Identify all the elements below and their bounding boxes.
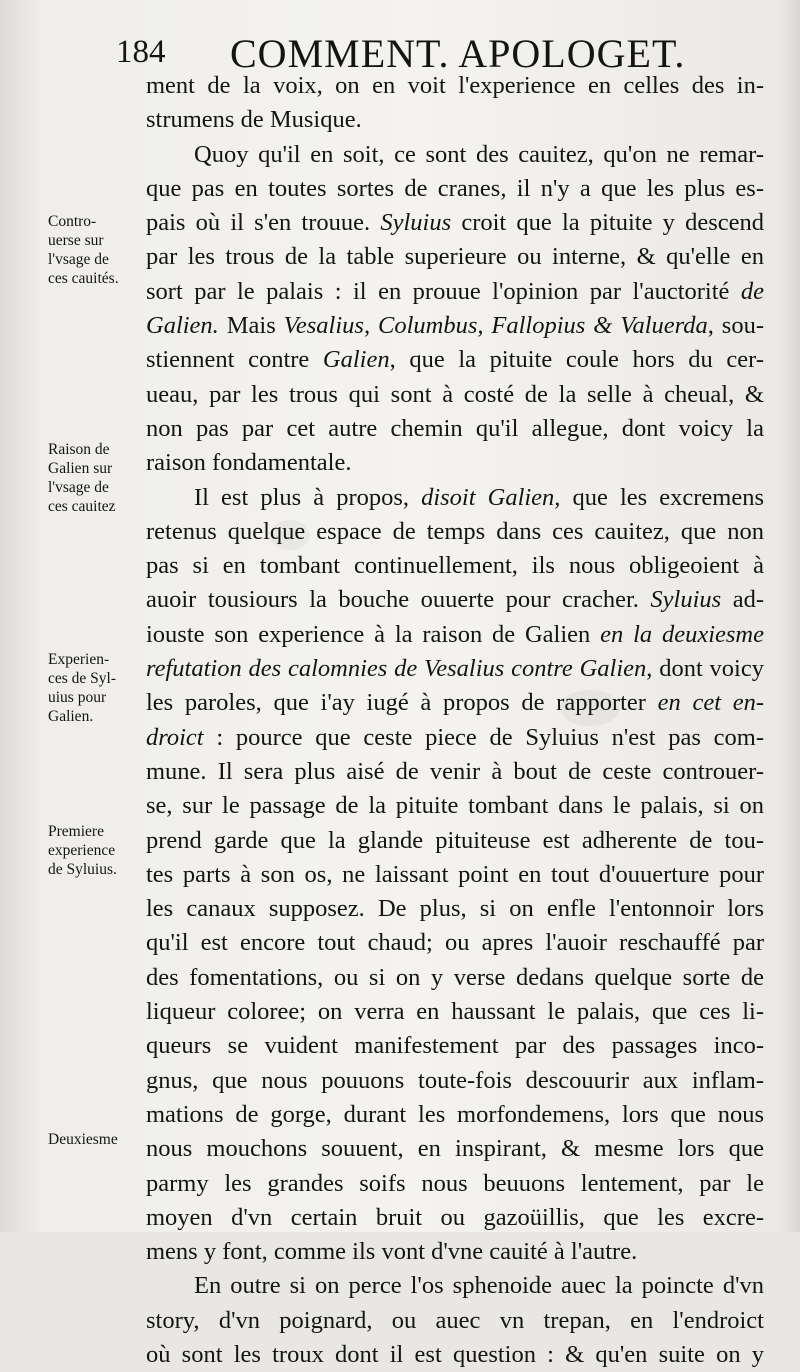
text-line <box>146 892 764 926</box>
text-segment: Galien. <box>146 312 219 340</box>
text-segment: stiennent contre <box>146 346 323 374</box>
text-line <box>146 275 764 309</box>
text-line <box>146 789 764 823</box>
text-line <box>146 481 764 515</box>
text-segment: : pource que ceste piece de Syluius n'est pas com- <box>203 723 764 751</box>
text-segment: raison fondamentale. <box>146 449 352 477</box>
margin-note-experiences: Experien- ces de Syl- uius pour Galien. <box>48 651 117 725</box>
text-segment: mations de gorge, durant les morfondemens, lors que nous <box>146 1100 764 1128</box>
text-segment: queurs se vuident manifestement par des passages inco- <box>146 1032 764 1060</box>
text-segment: gnus, que nous pouuons toute-fois descouurir aux inflam- <box>146 1066 764 1094</box>
text-segment: sort par le palais : il en prouue l'opinion par l'auctorité <box>146 277 741 305</box>
text-line <box>146 583 764 617</box>
text-line <box>146 858 764 892</box>
text-line <box>146 69 764 103</box>
text-line <box>146 961 764 995</box>
text-line <box>146 824 764 858</box>
text-segment: moyen d'vn certain bruit ou gazoüillis, que les excre- <box>146 1203 764 1231</box>
margin-note-deuxiesme: Deuxiesme <box>48 1131 118 1148</box>
text-line <box>146 1235 764 1269</box>
text-segment: les paroles, que i'ay iugé à propos de rapporter <box>146 689 658 717</box>
text-segment: Syluius <box>380 209 452 237</box>
text-segment: mune. Il sera plus aisé de venir à bout de ceste controuer- <box>146 757 764 785</box>
text-segment: non pas par cet autre chemin qu'il allegue, dont voicy la <box>146 414 764 442</box>
text-segment: , que la pituite coule hors du cer- <box>389 346 764 374</box>
text-line <box>146 926 764 960</box>
text-segment: en la deuxiesme <box>600 620 764 648</box>
page-number: 184 <box>116 34 166 70</box>
text-line <box>146 686 764 720</box>
text-line <box>146 172 764 206</box>
text-segment: ment de la voix, on en voit l'experience en celles des in- <box>146 72 764 99</box>
text-line <box>146 515 764 549</box>
text-line <box>146 412 764 446</box>
text-segment: disoit Galien, <box>421 483 561 511</box>
text-segment: refutation des calomnies de Vesalius contre Galien <box>146 655 647 683</box>
text-segment: Vesalius, Columbus, Fallopius & Valuerda <box>283 312 708 340</box>
margin-note-raison-galien: Raison de Galien sur l'vsage de ces cauitez <box>48 441 116 515</box>
text-segment: que les excremens <box>572 483 764 511</box>
text-line <box>146 309 764 343</box>
text-line <box>146 138 764 172</box>
margin-note-premiere-experience: Premiere experience de Syluius. <box>48 823 117 878</box>
text-segment: Il est plus à propos, <box>194 483 422 511</box>
text-segment: que pas en toutes sortes de cranes, il n'y a que les plus es- <box>146 174 764 202</box>
text-line <box>146 549 764 583</box>
text-line <box>146 1029 764 1063</box>
text-line <box>146 1098 764 1132</box>
text-line <box>146 343 764 377</box>
text-line <box>146 652 764 686</box>
text-segment: , dont voicy <box>646 655 764 683</box>
text-segment: story, d'vn poignard, ou auec vn trepan, en l'endroict <box>146 1306 764 1334</box>
text-segment: ueau, par les trous qui sont à costé de la selle à cheual, & <box>146 380 764 408</box>
text-line <box>146 1167 764 1201</box>
text-segment: les canaux supposez. De plus, si on enfle l'entonnoir lors <box>146 895 764 923</box>
text-segment: en cet en- <box>657 689 764 717</box>
text-segment: mens y font, comme ils vont d'vne cauité à l'autre. <box>146 1238 638 1266</box>
text-segment: nous mouchons souuent, en inspirant, & mesme lors que <box>146 1135 764 1163</box>
text-segment: Mais <box>218 312 284 340</box>
text-line <box>146 1132 764 1166</box>
text-segment: liqueur coloree; on verra en haussant le palais, que ces li- <box>146 998 764 1026</box>
text-line <box>146 1201 764 1235</box>
text-segment: où sont les troux dont il est question : & qu'en suite on y <box>146 1340 764 1368</box>
text-line <box>146 1064 764 1098</box>
text-segment: strumens de Musique. <box>146 106 362 134</box>
text-segment: par les trous de la table superieure ou interne, & qu'elle en <box>146 243 764 271</box>
text-segment: auoir tousiours la bouche ouuerte pour cracher. <box>146 586 651 614</box>
text-segment: Syluius <box>650 586 722 614</box>
text-segment: prend garde que la glande pituiteuse est adherente de tou- <box>146 826 764 854</box>
text-segment: ad- <box>721 586 764 614</box>
text-line <box>146 1304 764 1338</box>
text-segment: de <box>740 277 764 305</box>
text-line <box>146 755 764 789</box>
text-line <box>146 995 764 1029</box>
text-line <box>146 1269 764 1303</box>
text-segment: croit que la pituite y descend <box>451 209 764 237</box>
text-line <box>146 103 764 137</box>
text-segment: se, sur le passage de la pituite tombant dans le palais, si on <box>146 792 764 820</box>
text-line <box>146 446 764 480</box>
running-title: COMMENT. APOLOGET. <box>230 31 686 76</box>
body-text <box>146 69 764 1372</box>
text-segment: pas si en tombant continuellement, ils nous obligeoient à <box>146 552 764 580</box>
text-segment: retenus quelque espace de temps dans ces cauitez, que non <box>146 517 764 545</box>
text-segment: des fomentations, ou si on y verse dedans quelque sorte de <box>146 963 764 991</box>
text-line <box>146 240 764 274</box>
text-segment: parmy les grandes soifs nous beuuons lentement, par le <box>146 1169 764 1197</box>
text-segment: droict <box>146 723 204 751</box>
text-segment: Quoy qu'il en soit, ce sont des cauitez, qu'on ne remar- <box>194 140 764 168</box>
margin-note-controverse: Contro- uerse sur l'vsage de ces cauités. <box>48 213 119 287</box>
text-segment: , sou- <box>707 312 764 340</box>
text-segment: pais où il s'en trouue. <box>146 209 381 237</box>
text-segment: qu'il est encore tout chaud; ou apres l'auoir reschauffé par <box>146 929 764 957</box>
text-line <box>146 378 764 412</box>
text-segment: En outre si on perce l'os sphenoide auec la poincte d'vn <box>194 1272 764 1300</box>
text-segment: iouste son experience à la raison de Galien <box>146 620 601 648</box>
text-segment: tes parts à son os, ne laissant point en tout d'ouuerture pour <box>146 860 764 888</box>
text-line <box>146 1338 764 1372</box>
text-line <box>146 206 764 240</box>
text-line <box>146 618 764 652</box>
text-line <box>146 721 764 755</box>
text-segment: Galien <box>322 346 390 374</box>
